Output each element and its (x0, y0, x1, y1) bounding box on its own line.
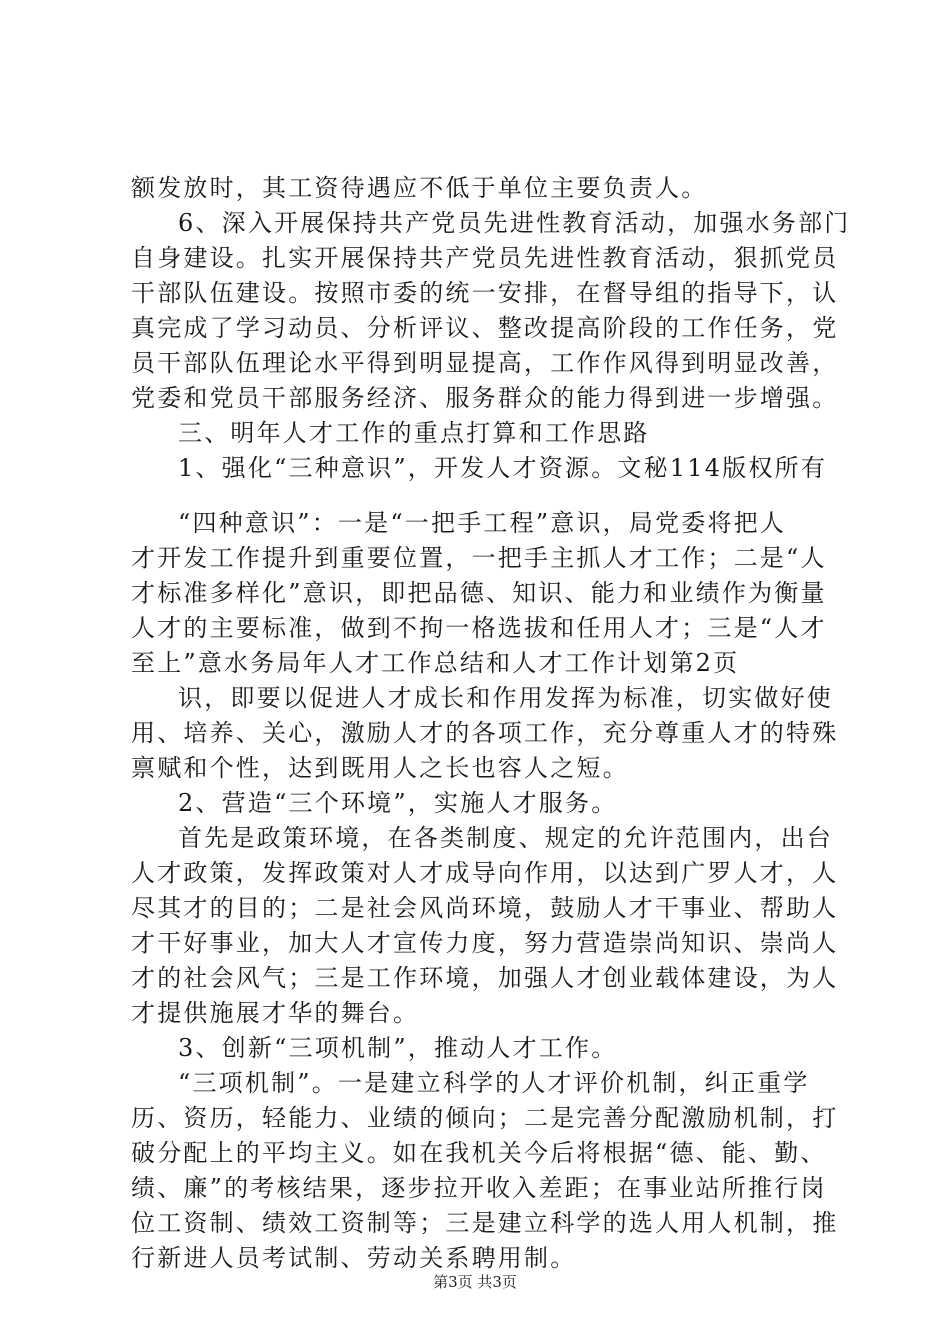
subsection-heading: 3、创新“三项机制”，推动人才工作。 (178, 1034, 618, 1062)
paragraph-line: 才干好事业，加大人才宣传力度，努力营造崇尚知识、崇尚人 (131, 929, 839, 957)
paragraph-line: “三项机制”。一是建立科学的人才评价机制，纠正重学 (178, 1069, 810, 1097)
paragraph-line: 员干部队伍理论水平得到明显提高，工作作风得到明显改善， (131, 349, 839, 377)
paragraph-line: 额发放时，其工资待遇应不低于单位主要负责人。 (131, 174, 708, 202)
paragraph-line: 历、资历，轻能力、业绩的倾向；二是完善分配激励机制，打 (131, 1104, 839, 1132)
paragraph-line: 位工资制、绩效工资制等；三是建立科学的选人用人机制，推 (131, 1209, 839, 1237)
subsection-heading: 2、营造“三个环境”，实施人才服务。 (178, 789, 618, 817)
paragraph-line: 用、培养、关心，激励人才的各项工作，充分尊重人才的特殊 (131, 719, 839, 747)
paragraph-line: 尽其才的目的；二是社会风尚环境，鼓励人才干事业、帮助人 (131, 894, 839, 922)
paragraph-line: 才开发工作提升到重要位置，一把手主抓人才工作；二是“人 (131, 544, 827, 572)
paragraph-line: 人才政策，发挥政策对人才成导向作用，以达到广罗人才，人 (131, 859, 839, 887)
paragraph-line: 禀赋和个性，达到既用人之长也容人之短。 (131, 754, 629, 782)
paragraph-line: 绩、廉”的考核结果，逐步拉开收入差距；在事业站所推行岗 (131, 1174, 827, 1202)
paragraph-line: 首先是政策环境，在各类制度、规定的允许范围内，出台 (178, 824, 833, 852)
paragraph-line: “四种意识”：一是“一把手工程”意识，局党委将把人 (178, 509, 787, 537)
paragraph-line: 识，即要以促进人才成长和作用发挥为标准，切实做好使 (178, 684, 833, 712)
paragraph-line: 人才的主要标准，做到不拘一格选拔和任用人才；三是“人才 (131, 614, 827, 642)
paragraph-line: 6、深入开展保持共产党员先进性教育活动，加强水务部门 (178, 209, 851, 237)
page-number-footer: 第3页 共3页 (433, 1273, 517, 1291)
paragraph-line: 党委和党员干部服务经济、服务群众的能力得到进一步增强。 (131, 384, 839, 412)
paragraph-line: 自身建设。扎实开展保持共产党员先进性教育活动，狠抓党员 (131, 244, 839, 272)
subsection-heading: 1、强化“三种意识”，开发人才资源。文秘114版权所有 (178, 454, 828, 482)
paragraph-line: 干部队伍建设。按照市委的统一安排，在督导组的指导下，认 (131, 279, 839, 307)
paragraph-line: 真完成了学习动员、分析评议、整改提高阶段的工作任务，党 (131, 314, 839, 342)
paragraph-line: 才标准多样化”意识，即把品德、知识、能力和业绩作为衡量 (131, 579, 827, 607)
section-heading: 三、明年人才工作的重点打算和工作思路 (178, 419, 650, 447)
paragraph-line: 破分配上的平均主义。如在我机关今后将根据“德、能、勤、 (131, 1139, 827, 1167)
paragraph-line: 至上”意水务局年人才工作总结和人才工作计划第2页 (131, 649, 740, 677)
paragraph-line: 行新进人员考试制、劳动关系聘用制。 (131, 1244, 577, 1272)
paragraph-line: 才提供施展才华的舞台。 (131, 999, 420, 1027)
paragraph-line: 才的社会风气；三是工作环境，加强人才创业载体建设，为人 (131, 964, 839, 992)
